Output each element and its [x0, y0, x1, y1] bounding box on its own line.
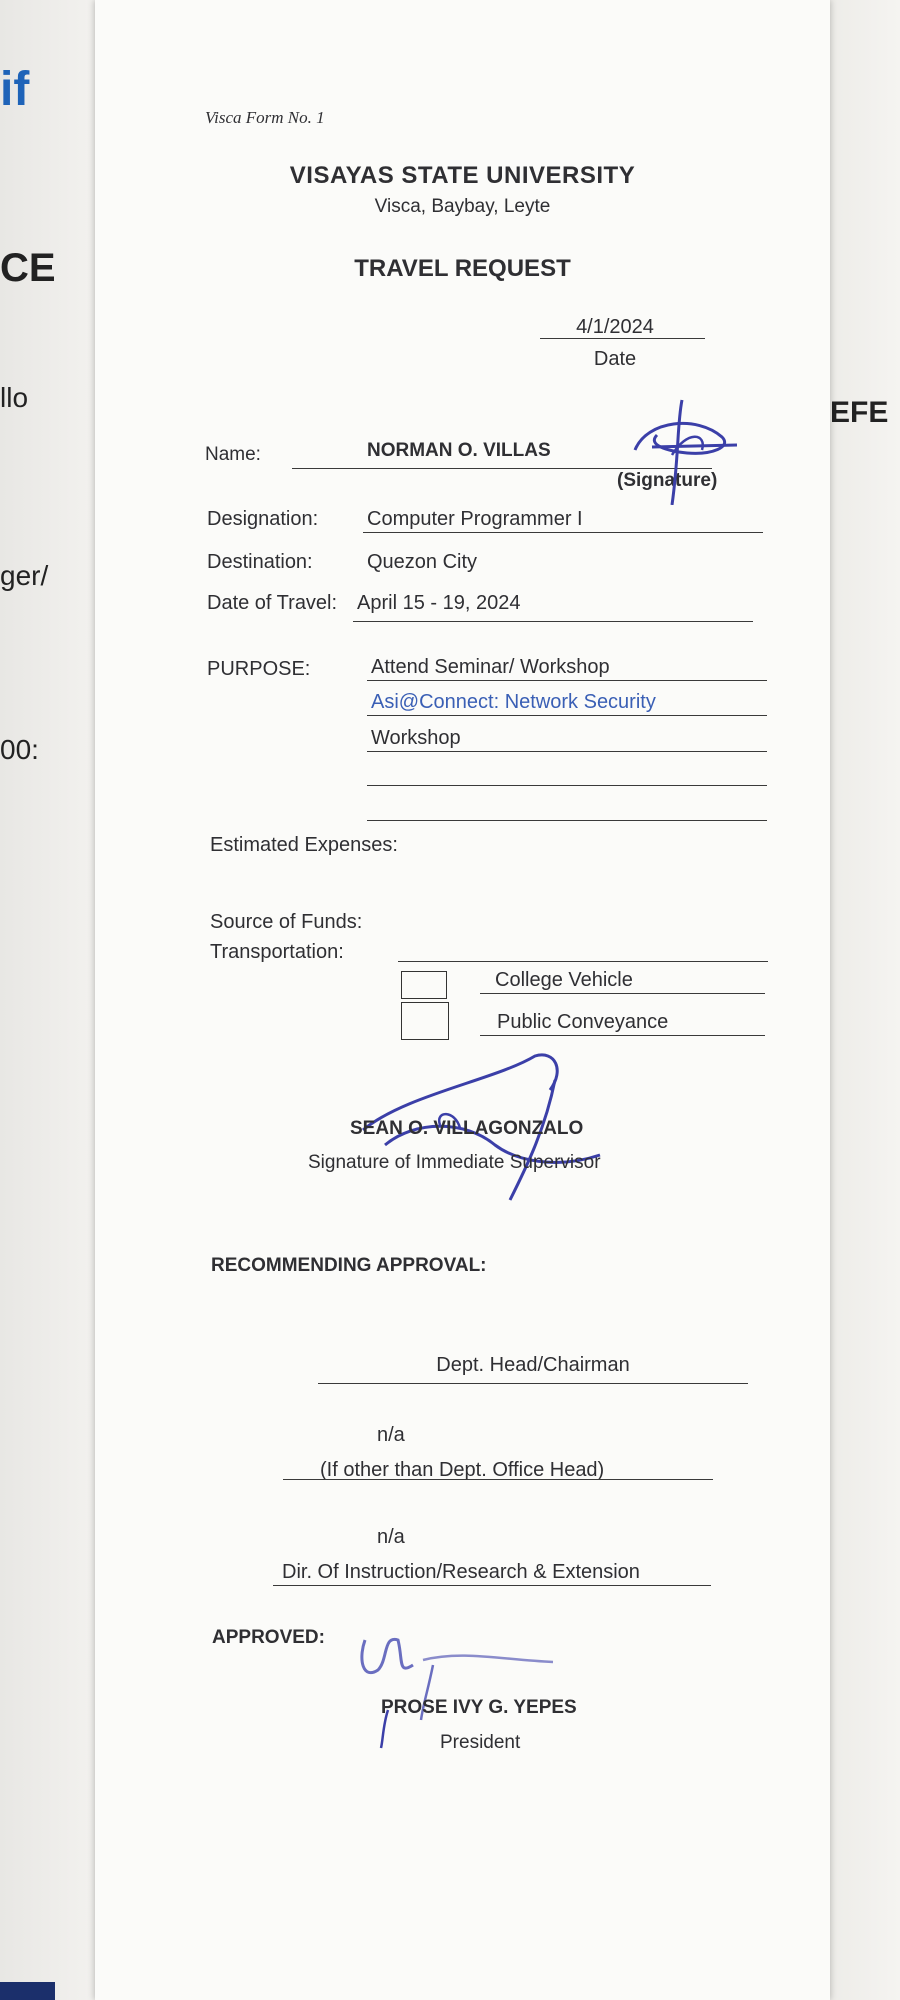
purpose-underline [367, 680, 767, 681]
background-fragment: EFE [830, 396, 889, 429]
purpose-underline [367, 715, 767, 716]
president-signature [353, 1610, 593, 1750]
name-label: Name: [205, 444, 261, 465]
other-head-line [283, 1479, 713, 1480]
date-of-travel-line [353, 621, 753, 622]
public-conveyance-checkbox[interactable] [401, 1002, 449, 1040]
other-head-label: (If other than Dept. Office Head) [320, 1459, 605, 1481]
date-line [540, 338, 705, 339]
transportation-line [398, 961, 768, 962]
background-fragment: llo [0, 382, 29, 413]
purpose-label: PURPOSE: [207, 658, 311, 680]
date-of-travel-value: April 15 - 19, 2024 [357, 592, 521, 614]
background-fragment: 00: [0, 734, 39, 765]
source-of-funds-label: Source of Funds: [210, 911, 363, 933]
approved-label: APPROVED: [212, 1627, 325, 1648]
background-fragment: ger/ [0, 560, 49, 591]
college-vehicle-label: College Vehicle [495, 969, 633, 991]
background-fragment: if [0, 63, 30, 116]
purpose-line-2: Asi@Connect: Network Security [371, 691, 656, 713]
na-value-2: n/a [377, 1526, 405, 1548]
supervisor-label: Signature of Immediate Supervisor [308, 1152, 601, 1173]
university-name: VISAYAS STATE UNIVERSITY [289, 162, 636, 189]
college-vehicle-checkbox[interactable] [401, 971, 447, 999]
purpose-underline [367, 785, 767, 786]
background-color-bar [0, 1982, 55, 2000]
page-title: TRAVEL REQUEST [354, 255, 571, 282]
dept-head-label: Dept. Head/Chairman [436, 1354, 630, 1376]
date-of-travel-label: Date of Travel: [207, 592, 338, 614]
purpose-line-1: Attend Seminar/ Workshop [371, 656, 610, 678]
background-fragment: CE [0, 246, 56, 290]
date-label: Date [593, 348, 637, 370]
transportation-label: Transportation: [210, 941, 344, 963]
university-address: Visca, Baybay, Leyte [374, 196, 551, 217]
background-document-left [0, 0, 100, 2000]
designation-value: Computer Programmer I [367, 508, 583, 530]
designation-label: Designation: [207, 508, 319, 530]
director-label: Dir. Of Instruction/Research & Extension [282, 1561, 640, 1583]
destination-label: Destination: [207, 551, 313, 573]
president-name: PROSE IVY G. YEPES [381, 1697, 577, 1718]
form-number: Visca Form No. 1 [205, 108, 325, 127]
background-document-right [820, 0, 900, 2000]
name-value: NORMAN O. VILLAS [367, 440, 551, 461]
applicant-signature [627, 395, 737, 505]
purpose-underline [367, 820, 767, 821]
destination-value: Quezon City [367, 551, 478, 573]
purpose-line-3: Workshop [371, 727, 461, 749]
signature-label: (Signature) [617, 470, 718, 491]
public-conveyance-label: Public Conveyance [497, 1011, 669, 1033]
date-value: 4/1/2024 [576, 316, 654, 338]
dept-head-line [318, 1383, 748, 1384]
recommending-approval-label: RECOMMENDING APPROVAL: [211, 1255, 487, 1276]
director-line [273, 1585, 711, 1586]
estimated-expenses-label: Estimated Expenses: [210, 834, 398, 856]
president-title: President [440, 1732, 521, 1753]
designation-line [363, 532, 763, 533]
purpose-underline [367, 751, 767, 752]
supervisor-name: SEAN O. VILLAGONZALO [350, 1118, 584, 1139]
public-conveyance-line [480, 1035, 765, 1036]
travel-request-form [95, 0, 830, 2000]
na-value-1: n/a [377, 1424, 405, 1446]
college-vehicle-line [480, 993, 765, 994]
